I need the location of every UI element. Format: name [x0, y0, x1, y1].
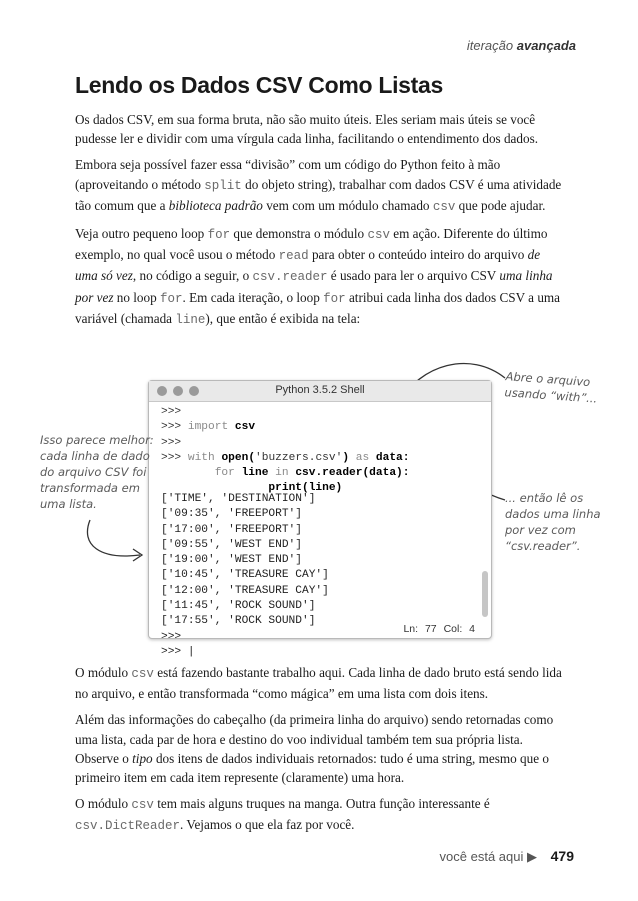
arrow-list [87, 520, 140, 556]
intro-paragraph-3: Veja outro pequeno loop for que demonstra o módulo csv em ação. Diferente do último exemplo, no qual você usou o método read para obter o conteúdo inteiro do arquivo de uma só vez, no código a seguir, o csv.reader é usado para ler o arquivo CSV uma linha por vez no loop for. Em cada iteração, o loop for atribui cada linha dos dados CSV a uma variável (chamada line), que então é exibida na tela: [75, 226, 561, 327]
annotation-read-lines: ... então lê os dados uma linha por vez com “csv.reader”. [505, 491, 601, 553]
shell-code: >>> >>> import csv >>> >>> with open('buzzers.csv') as data: for line in csv.reader(data): print(line) [161, 406, 410, 495]
window-titlebar [149, 381, 491, 402]
output-line: ['TIME', 'DESTINATION'] [161, 493, 316, 505]
page-number: 479 [550, 848, 574, 864]
window-title: Python 3.5.2 Shell [275, 384, 365, 396]
outro-paragraph-2: Além das informações do cabeçalho (da primeira linha do arquivo) sendo retornadas como uma lista, cada par de hora e destino do voo individual também tem sua própria lista. Observe o tipo dos itens de dados individuais retornados: tudo é uma string, mesmo que o primeiro item em cada item represente (claramente) uma hora. [75, 712, 554, 786]
prompt-line-cursor[interactable]: >>> | [161, 645, 195, 658]
outro-paragraph-3: O módulo csv tem mais alguns truques na manga. Outra função interessante é csv.DictReader. Vejamos o que ela faz por você. [75, 796, 490, 834]
page-footer [440, 848, 574, 865]
header-suffix: avançada [516, 38, 576, 53]
output-line: ['17:55', 'ROCK SOUND'] [161, 615, 316, 628]
annotation-open-file: Abre o arquivo usando “with”... [504, 369, 598, 406]
shell-output [161, 492, 329, 660]
output-line: ['12:00', 'TREASURE CAY'] [161, 584, 329, 597]
python-shell-window [148, 380, 492, 658]
outro-paragraph-1: O módulo csv está fazendo bastante trabalho aqui. Cada linha de dado bruto está sendo lida no arquivo, e então transformada “como mágica” em uma lista com dois itens. [75, 665, 562, 702]
output-line: ['19:00', 'WEST END'] [161, 554, 302, 567]
footer-arrow-icon: ▶ [527, 849, 538, 864]
prompt-line: >>> [161, 630, 182, 643]
section-title: Lendo os Dados CSV Como Listas [75, 72, 443, 98]
annotation-list: Isso parece melhor: cada linha de dado do arquivo CSV foi transformada em uma lista. [40, 433, 154, 511]
output-line: ['09:55', 'WEST END'] [161, 538, 302, 551]
intro-paragraph-1: Os dados CSV, em sua forma bruta, não são muito úteis. Eles seriam mais úteis se você pudesse ler e dividir com uma vírgula cada linha, facilitando o entendimento dos dados. [75, 112, 539, 147]
footer-label: você está aqui [439, 849, 524, 864]
output-line: ['11:45', 'ROCK SOUND'] [161, 600, 316, 613]
output-line: ['09:35', 'FREEPORT'] [161, 508, 302, 521]
status-bar: Ln: 77 Col: 4 [403, 623, 475, 635]
output-line: ['17:00', 'FREEPORT'] [161, 523, 302, 536]
outro-text [75, 663, 565, 844]
header-prefix: iteração [466, 38, 514, 53]
scrollbar[interactable] [482, 571, 488, 617]
output-line: ['10:45', 'TREASURE CAY'] [161, 569, 329, 582]
intro-paragraph-2: Embora seja possível fazer essa “divisão” com um código do Python feito à mão (aproveitando o método split do objeto string), trabalhar com dados CSV é uma atividade tão comum que a biblioteca padrão vem com um módulo chamado csv que pode ajudar. [75, 157, 562, 214]
